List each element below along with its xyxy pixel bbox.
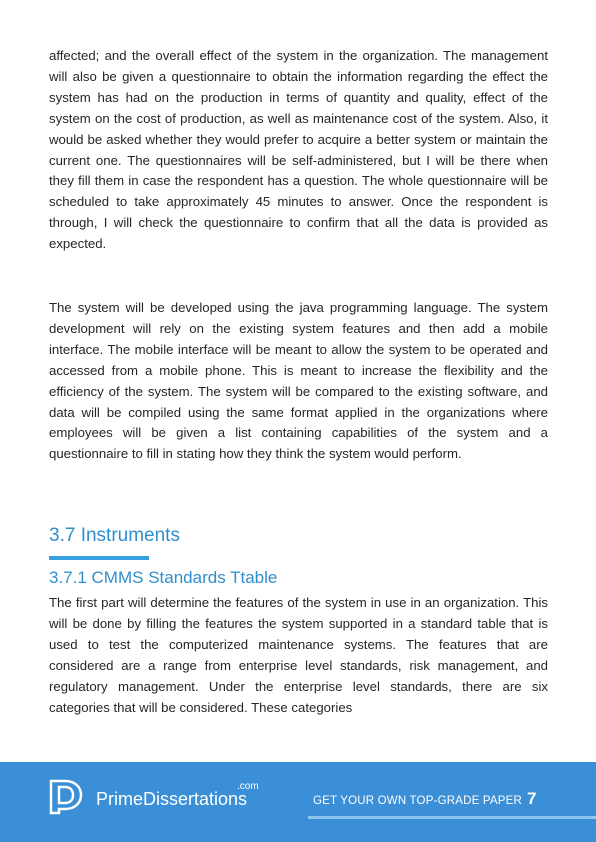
paragraph-questionnaire: affected; and the overall effect of the system in the organization. The management will also be given a questionnaire to obtain the information regarding the effect the system has had on the production in terms of quantity and quality, effect of the system on the cost of production, as well as maintenance cost of the system. Also, it would be asked whether they would prefer to acquire a better system or maintain the current one. The questionnaires will be self-administered, but I will be there when they fill them in case the respondent has a question. The whole questionnaire will be scheduled to take approximately 45 minutes to answer. Once the respondent is through, I will check the questionnaire to confirm that all the data is provided as expected.: [49, 48, 548, 252]
brand-name[interactable]: PrimeDissertations: [96, 789, 248, 809]
paragraph-system-development: The system will be developed using the java programming language. The system development will rely on the existing system features and then add a mobile interface. The mobile interface will be meant to allow the system to be operated and accessed from a mobile phone. This is meant to increase the flexibility and the efficiency of the system. The system will be compared to the existing software, and data will be compiled using the same format applied in the organizations where employees will be given a list containing capabilities of the system and a questionnaire to fill in stating how they think the system would perform.: [49, 300, 548, 462]
paragraph-cmms-standards: The first part will determine the features of the system in use in an organization. This will be done by filling the features the system supported in a standard table that is used to test the computerized maintenance systems. The features that are considered are a range from enterprise level standards, risk management, and regulatory management. Under the enterprise level standards, there are six categories that will be considered. These categories: [49, 595, 548, 715]
section-heading-underline: [49, 556, 149, 560]
section-heading: 3.7 Instruments: [49, 525, 180, 546]
cta-underline: [308, 816, 596, 819]
cta-link[interactable]: GET YOUR OWN TOP-GRADE PAPER: [313, 795, 523, 807]
brand-suffix: .com: [237, 781, 259, 792]
subsection-heading: 3.7.1 CMMS Standards Ttable: [49, 568, 278, 587]
pd-monogram-icon[interactable]: [47, 779, 87, 815]
page-number: 7: [527, 789, 537, 808]
